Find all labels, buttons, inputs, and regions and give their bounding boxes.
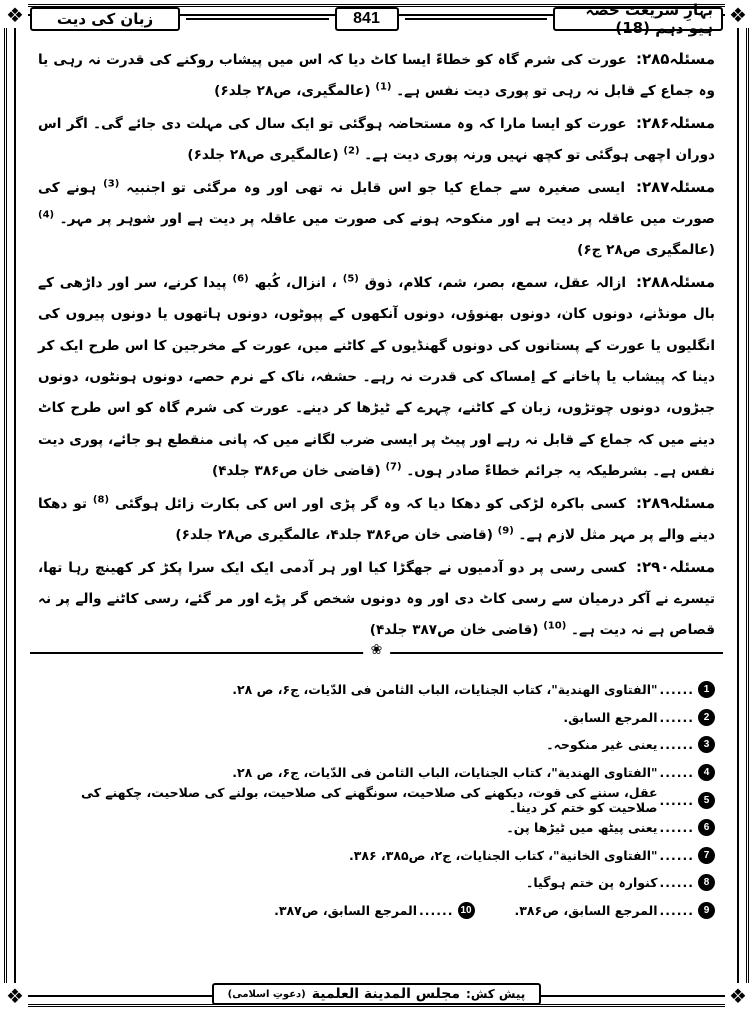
masala-citation: (قاضی خان ص۳۸۷ جلد۴)	[369, 622, 539, 639]
masala-text-cont: ہونے کی صورت میں عاقلہ پر دیت ہے اور منکوحہ ہونے کی صورت میں عاقلہ پر دیت ہے اور شوہر پر مہر۔	[38, 179, 716, 228]
main-text	[38, 44, 715, 648]
masala-citation: (عالمگیری ص۲۸ ج۶)	[577, 242, 715, 259]
footnote-ref: (8)	[92, 494, 110, 506]
masala-label: مسئلہ۲۸۸:	[635, 272, 716, 291]
footnote-text: کنوارہ پن ختم ہوگیا۔	[526, 875, 658, 891]
masala-285	[38, 44, 715, 108]
footnote-leader: ......	[659, 820, 694, 836]
masala-text-cont: ، انزال، کُبھ	[254, 274, 337, 291]
footnote-number-badge: 8	[698, 874, 715, 891]
masala-text: ازالہ عقل، سمع، بصر، شم، کلام، ذوق	[364, 274, 627, 291]
publisher-sub: (دعوتِ اسلامی)	[227, 988, 306, 1000]
corner-ornament-icon: ❖	[2, 2, 28, 28]
corner-ornament-icon: ❖	[2, 983, 28, 1009]
footnote-item	[274, 902, 474, 919]
footnote-text: "الفتاوی الھندیة"، کتاب الجنایات، الباب الثامن فی الدّیات، ج۶، ص ۲۸.	[232, 682, 658, 698]
masala-286	[38, 108, 715, 172]
book-title: بہارِ شریعت حصہ ہیو دہم (18)	[553, 7, 723, 31]
footnote-text: عقل، سننے کی قوت، دیکھنے کی صلاحیت، سونگھنے کی صلاحیت، بولنے کی صلاحیت، چکھنے کی صلاحیت کو ختم کر دینا۔	[80, 785, 658, 816]
masala-citation: (عالمگیری ص۲۸ جلد۶)	[187, 147, 339, 164]
publisher-name: مجلس المدینة العلمیة	[311, 986, 461, 1002]
footnote-number-badge: 7	[698, 847, 715, 864]
footnote-leader: ......	[659, 903, 694, 919]
footnote-number-badge: 5	[698, 792, 715, 809]
footnote-number-badge: 6	[698, 819, 715, 836]
footnote-leader: ......	[659, 875, 694, 891]
footnote-text: یعنی غیر منکوحہ۔	[546, 737, 658, 753]
masala-text: کسی باکرہ لڑکی کو دھکا دیا کہ وہ گر پڑی اور اس کی بکارت زائل ہوگئی	[114, 495, 626, 512]
footnote-item-pair	[38, 897, 715, 925]
footnote-leader: ......	[659, 709, 694, 725]
footnote-item	[38, 704, 715, 732]
footnote-ref: (7)	[385, 461, 402, 473]
footnote-number-badge: 9	[698, 902, 715, 919]
masala-citation: (قاضی خان ص۳۸۶ جلد۴)	[211, 463, 381, 480]
footnote-item	[38, 869, 715, 897]
footnote-leader: ......	[659, 682, 694, 698]
footnote-ref: (10)	[543, 620, 567, 632]
masala-citation: (قاضی خان ص۳۸۶ جلد۴، عالمگیری ص۲۸ جلد۶)	[175, 527, 493, 544]
footnote-ref: (6)	[232, 273, 249, 285]
footnote-leader: ......	[659, 792, 694, 808]
footnote-item	[515, 902, 715, 919]
footnote-text: المرجع السابق، ص۳۸۷.	[274, 903, 418, 919]
footnote-leader: ......	[659, 737, 694, 753]
footnote-ref: (1)	[375, 81, 392, 93]
masala-label: مسئلہ۲۸۵:	[635, 50, 715, 68]
chapter-topic: زبان کی دیت	[30, 7, 180, 31]
footnotes	[38, 676, 715, 956]
footnote-ref: (9)	[497, 525, 514, 537]
masala-288	[38, 267, 715, 488]
footnote-item	[38, 786, 715, 814]
divider-ornament-icon: ❀	[363, 642, 391, 658]
footnote-ref: (3)	[103, 178, 120, 190]
header-rule	[405, 18, 548, 20]
footnote-text: "الفتاوی الخانیة"، کتاب الجنایات، ج۲، ص۳۸۵، ۳۸۶.	[348, 847, 658, 863]
masala-text-cont: پیدا کرنے، سر اور داڑھی کے بال مونڈنے، دونوں کان، دونوں بھنوؤں، دونوں آنکھوں کے پپوٹوں، دونوں ہاتھوں یا دونوں پیروں کی انگلیوں یا عورت کے پستانوں کی دونوں گھنڈیوں کے کاٹنے میں، عورت کے مخرجین کا اس طرح ایک کر دینا کہ پیشاب یا پاخانے کے اِمساک کی قدرت نہ رہے۔ حشفہ، ناک کے نرم حصے، دونوں ہونٹوں، دونوں جبڑوں، دونوں چوتڑوں، زبان کے کاٹنے، چہرے کے ٹیڑھا کر دینے۔ عورت کی شرم گاہ کو اس طرح کاٹ دینے میں کہ جماع کے قابل نہ رہے اور پیٹ پر ایسی ضرب لگانے میں کہ پانی منقطع ہو جائے، پوری دیت نفس ہے۔ بشرطیکہ یہ جرائم خطاءً صادر ہوں۔	[38, 274, 715, 480]
footnote-number-badge: 3	[698, 736, 715, 753]
masala-text: عورت کو ایسا مارا کہ وہ مستحاضہ ہوگئی تو ایک سال کی مہلت دی جائے گی۔ اگر اس دوران اچھی ہوگئی تو کچھ نہیں ورنہ پوری دیت ہے۔	[38, 115, 715, 164]
footnote-ref: (4)	[38, 209, 55, 221]
masala-citation: (عالمگیری، ص۲۸ جلد۶)	[214, 83, 371, 100]
footnote-item	[38, 731, 715, 759]
footnote-leader: ......	[659, 765, 694, 781]
masala-290	[38, 552, 715, 647]
footnote-text: "الفتاوی الھندیة"، کتاب الجنایات، الباب الثامن فی الدّیات، ج۶، ص ۲۸.	[232, 765, 658, 781]
footnote-item	[38, 842, 715, 870]
footnote-divider	[30, 642, 723, 670]
footnote-item	[38, 676, 715, 704]
footnote-number-badge: 2	[698, 709, 715, 726]
masala-287	[38, 172, 715, 267]
masala-label: مسئلہ۲۹۰:	[635, 557, 715, 576]
footnote-text: المرجع السابق، ص۳۸۶.	[514, 903, 658, 919]
publisher-box	[212, 983, 542, 1005]
footnote-ref: (2)	[343, 145, 360, 157]
page-header	[30, 1, 723, 37]
footnote-leader: ......	[419, 903, 454, 919]
footnote-text: یعنی پیٹھ میں ٹیڑھا پن۔	[506, 820, 658, 836]
masala-text: ایسی صغیرہ سے جماع کیا جو اس قابل نہ تھی اور وہ مرگئی تو اجنبیہ	[126, 179, 625, 196]
masala-label: مسئلہ۲۸۷:	[635, 177, 716, 196]
masala-text: عورت کی شرم گاہ کو خطاءً ایسا کاٹ دیا کہ اس میں پیشاب روکنے کی قدرت نہ رہی یا وہ جماع کے قابل نہ رہی تو پوری دیت نفس ہے۔	[38, 52, 715, 100]
masala-label: مسئلہ۲۸۹:	[635, 493, 715, 512]
footnote-ref: (5)	[342, 273, 359, 285]
footnote-number-badge: 1	[698, 681, 715, 698]
footnote-number-badge: 10	[458, 902, 475, 919]
footnote-item	[38, 759, 715, 787]
masala-text-cont: تو دھکا دینے والے پر مہر مثل لازم ہے۔	[38, 495, 715, 544]
footnote-text: المرجع السابق.	[563, 709, 658, 725]
masala-label: مسئلہ۲۸۶:	[635, 113, 715, 132]
footnote-leader: ......	[659, 847, 694, 863]
header-rule	[186, 18, 329, 20]
masala-289	[38, 488, 715, 552]
publisher-prefix: پیش کش:	[466, 987, 526, 1001]
page-number: 841	[335, 7, 399, 31]
corner-ornament-icon: ❖	[725, 983, 751, 1009]
footnote-number-badge: 4	[698, 764, 715, 781]
page-footer	[0, 982, 753, 1006]
masala-text: کسی رسی پر دو آدمیوں نے جھگڑا کیا اور ہر آدمی ایک ایک سرا پکڑ کر کھینچ رہا تھا، تیسرے نے آکر درمیان سے رسی کاٹ دی اور وہ دونوں شخص گر پڑے اور مر گئے، رسی کاٹنے والے پر نہ قصاص ہے نہ دیت ہے۔	[38, 559, 715, 639]
corner-ornament-icon: ❖	[725, 2, 751, 28]
footnote-item	[38, 814, 715, 842]
